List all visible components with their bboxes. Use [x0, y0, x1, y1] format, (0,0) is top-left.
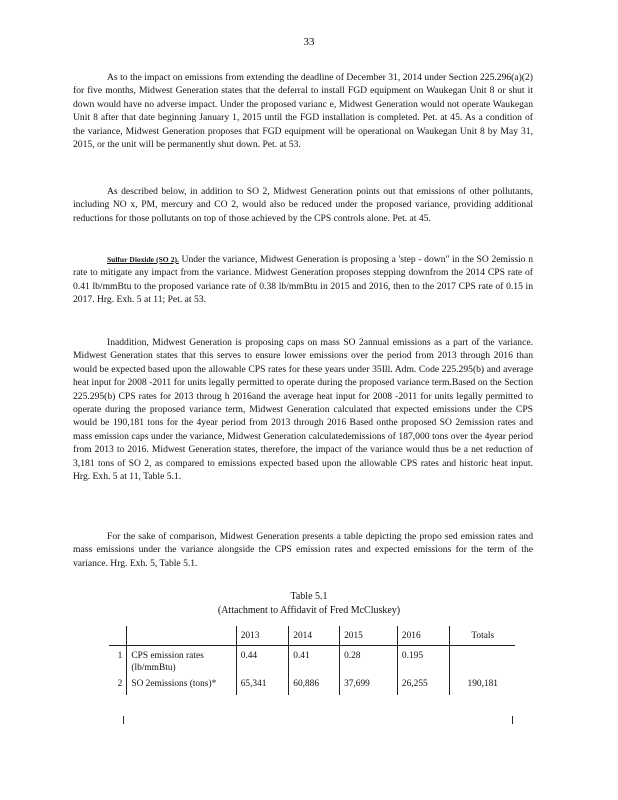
- cell-2016: 26,255: [397, 677, 450, 695]
- row-label: CPS emission rates (lb/mmBtu): [127, 646, 236, 678]
- paragraph-5-text: For the sake of comparison, Midwest Generation presents a table depicting the propo sed emission rates and mass emissions under the variance alongside the CPS emission rates and expected emissions for the term of the variance. Hrg. Exh. 5, Table 5.1.: [73, 531, 533, 569]
- cell-2013: 0.44: [236, 646, 289, 678]
- paragraph-impact-deadline: [73, 71, 533, 151]
- paragraph-4-text: Inaddition, Midwest Generation is proposing caps on mass SO 2annual emissions as a part of the variance. Midwest Generation states that this serves to ensure lower emissions over the period from 2013 through 2016 than would be expected based upon the allowable CPS rates for these years under 35Ill. Adm. Code 225.295(b) and average heat input for 2008 -2011 for units legally permitted to operate during the proposed variance term.Based on the Section 225.295(b) CPS rates for 2013 throug h 2016and the average heat input for 2008 -2011 for units legally permitted to operate during the proposed variance term, Midwest Generation calculated that expected emissions under the CPS would be 190,181 tons for the 4year period from 2013 through 2016 Based onthe proposed SO 2emission rates and mass emission caps under the variance, Midwest Generation calculatedemissions of 187,000 tons over the 4year period from 2013 to 2016. Midwest Generation states, therefore, the impact of the variance would thus be a net reduction of 3,181 tons of SO 2, as compared to emissions expected based upon the allowable CPS rates and historic heat input. Hrg. Exh. 5 at 11, Table 5.1.: [73, 337, 533, 483]
- paragraph-other-pollutants: [73, 185, 533, 225]
- page-number: 33: [303, 36, 315, 48]
- header-cell-2015: 2015: [340, 626, 398, 646]
- header-cell-totals: Totals: [450, 626, 515, 646]
- cell-2014: 0.41: [289, 646, 340, 678]
- header-cell-num: [109, 626, 127, 646]
- header-cell-2014: 2014: [289, 626, 340, 646]
- table-row: [109, 646, 515, 678]
- cell-2013: 65,341: [236, 677, 289, 695]
- paragraph-mass-caps: [73, 336, 533, 483]
- table-row: [109, 677, 515, 695]
- row-label: SO 2emissions (tons)*: [127, 677, 236, 695]
- paragraph-1-text: As to the impact on emissions from extending the deadline of December 31, 2014 under Section 225.296(a)(2) for five months, Midwest Generation states that the deferral to install FGD equipment on Waukegan Unit 8 or shut it down would have no adverse impact. Under the proposed varianc e, Midwest Generation would not operate Waukegan Unit 8 after that date beginning January 1, 2015 until the FGD installation is completed. Pet. at 45. As a condition of the variance, Midwest Generation proposes that FGD equipment will be operational on Waukegan Unit 8 by May 31, 2015, or the unit will be permanently shut down. Pet. at 53.: [73, 72, 533, 151]
- cell-total: 190,181: [450, 677, 515, 695]
- section-heading-sulfur-dioxide: Sulfur Dioxide (SO 2).: [107, 255, 179, 264]
- cell-2016: 0.195: [397, 646, 450, 678]
- cell-2015: 37,699: [340, 677, 398, 695]
- header-cell-2016: 2016: [397, 626, 450, 646]
- cell-2014: 60,886: [289, 677, 340, 695]
- paragraph-sulfur-dioxide: [73, 253, 533, 307]
- table-header-row: [109, 626, 515, 646]
- paragraph-comparison: [73, 530, 533, 570]
- emissions-table: [109, 626, 515, 695]
- cell-2015: 0.28: [340, 646, 398, 678]
- table-title: Table 5.1: [290, 591, 328, 602]
- header-cell-2013: 2013: [236, 626, 289, 646]
- table-border-tail: [123, 716, 124, 724]
- row-number: 2: [117, 679, 123, 689]
- header-cell-label: [127, 626, 236, 646]
- row-number: 1: [117, 651, 123, 661]
- paragraph-2-text: As described below, in addition to SO 2, Midwest Generation points out that emissions of other pollutants, including NO x, PM, mercury and CO 2, would also be reduced under the proposed variance, providing additional reductions for those pollutants on top of those achieved by the CPS controls alone. Pet. at 45.: [73, 186, 533, 224]
- table-subtitle: (Attachment to Affidavit of Fred McCluskey): [217, 605, 401, 616]
- cell-total: [450, 646, 515, 678]
- table-border-tail: [512, 716, 513, 724]
- paragraph-3-text: Under the variance, Midwest Generation is proposing a 'step - down" in the SO 2emissio n rate to mitigate any impact from the variance. Midwest Generation proposes stepping downfrom the 2014 CPS rate of 0.41 lb/mmBtu to the proposed variance rate of 0.38 lb/mmBtu in 2015 and 2016, then to the 2017 CPS rate of 0.15 in 2017. Hrg. Exh. 5 at 11; Pet. at 53.: [73, 254, 533, 306]
